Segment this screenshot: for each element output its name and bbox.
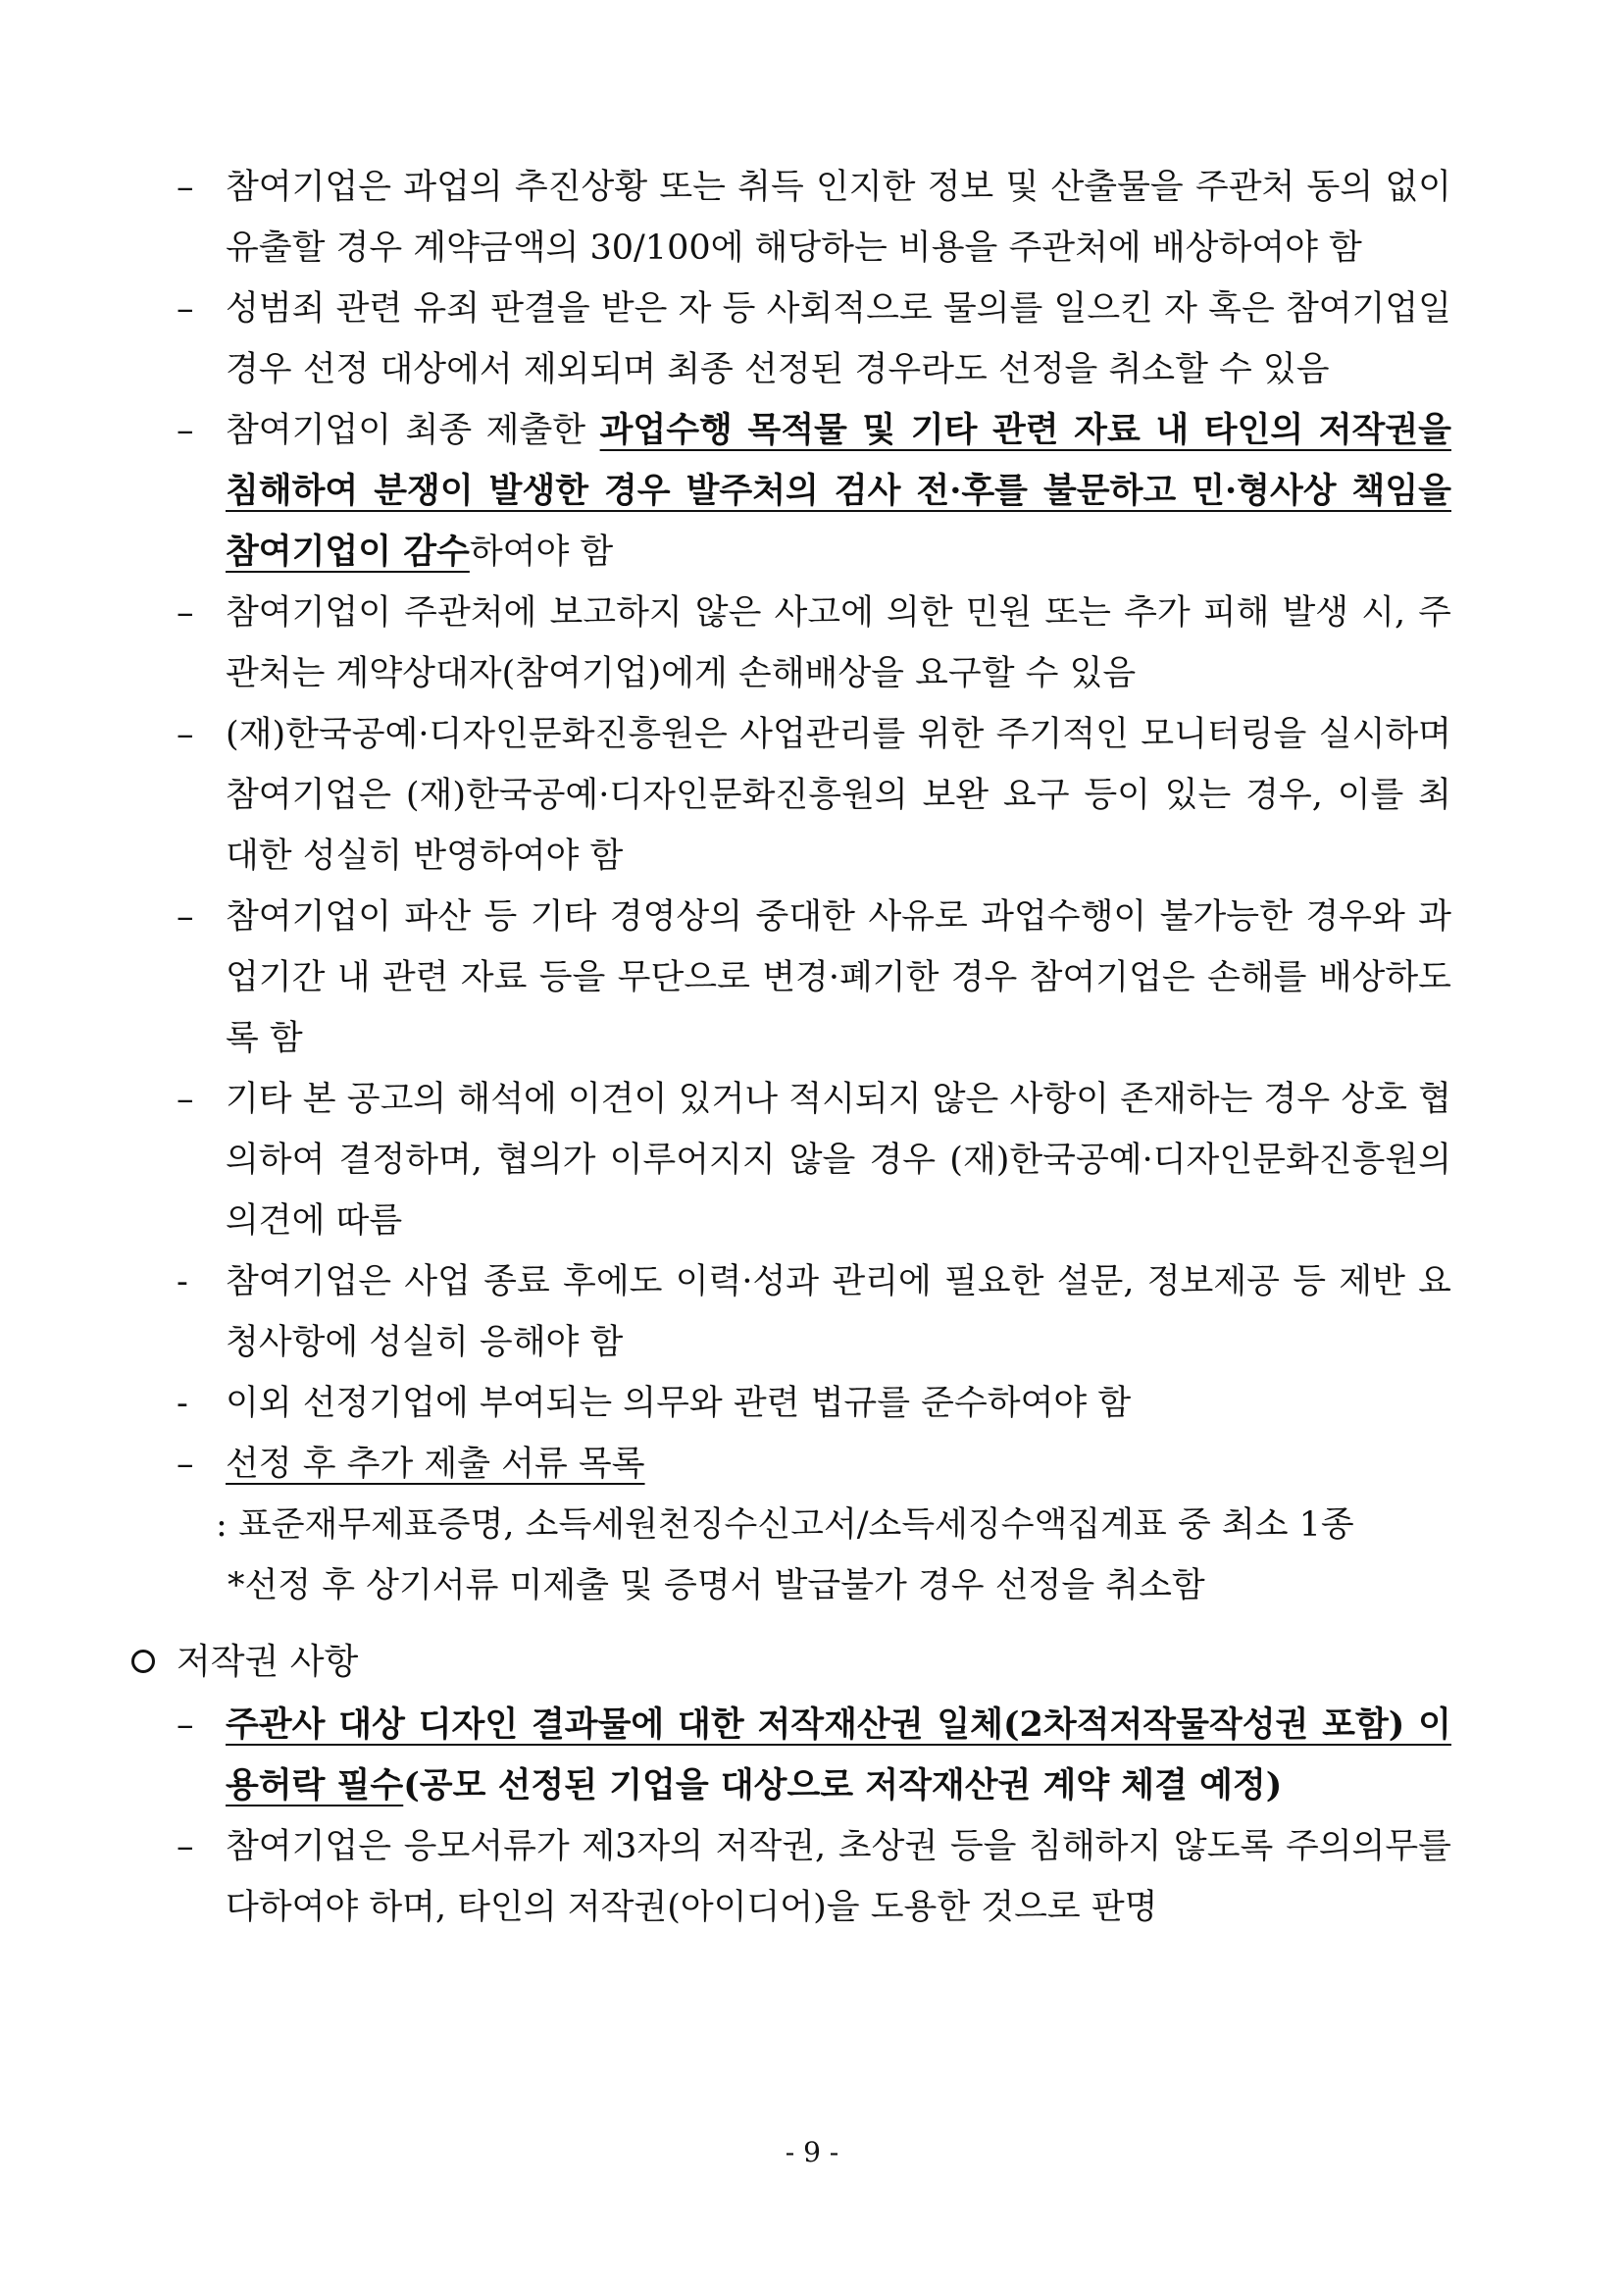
item-text: 참여기업은 과업의 추진상황 또는 취득 인지한 정보 및 산출물을 주관처 동의 없이 유출할 경우 계약금액의 30/100에 해당하는 비용을 주관처에 배상하여야 함 — [226, 168, 1451, 268]
item-text: 참여기업은 응모서류가 제3자의 저작권, 초상권 등을 침해하지 않도록 주의의무를 다하여야 하며, 타인의 저작권(아이디어)을 도용한 것으로 판명 — [226, 1827, 1451, 1927]
list-item — [118, 1373, 1451, 1434]
cancellation-note: *선정 후 상기서류 미제출 및 증명서 발급불가 경우 선정을 취소함 — [228, 1566, 1205, 1605]
item-text: 참여기업이 주관처에 보고하지 않은 사고에 의한 민원 또는 추가 피해 발생 시, 주관처는 계약상대자(참여기업)에게 손해배상을 요구할 수 있음 — [226, 593, 1451, 693]
item-text: 성범죄 관련 유죄 판결을 받은 자 등 사회적으로 물의를 일으킨 자 혹은 참여기업일 경우 선정 대상에서 제외되며 최종 선정된 경우라도 선정을 취소할 수 있음 — [226, 289, 1451, 389]
dash-bullet: – — [177, 411, 194, 450]
dash-bullet: – — [177, 168, 194, 207]
list-item — [118, 1816, 1451, 1938]
item-text: 참여기업은 사업 종료 후에도 이력·성과 관리에 필요한 설문, 정보제공 등 제반 요청사항에 성실히 응해야 함 — [226, 1262, 1451, 1362]
item-text — [226, 1695, 1451, 1816]
list-item — [118, 1251, 1451, 1373]
item-text — [226, 400, 1451, 583]
item-text: (재)한국공예·디자인문화진흥원은 사업관리를 위한 주기적인 모니터링을 실시하며 참여기업은 (재)한국공예·디자인문화진흥원의 보완 요구 등이 있는 경우, 이를 최대한 성실히 반영하여야 함 — [226, 715, 1451, 876]
document-body — [118, 157, 1451, 1938]
dash-bullet: – — [177, 897, 194, 937]
list-item — [118, 704, 1451, 887]
item-text: 기타 본 공고의 해석에 이견이 있거나 적시되지 않은 사항이 존재하는 경우 상호 협의하여 결정하며, 협의가 이루어지지 않을 경우 (재)한국공예·디자인문화진흥원의 의견에 따름 — [226, 1080, 1451, 1241]
list-item — [118, 1069, 1451, 1251]
dash-bullet: – — [177, 1827, 194, 1866]
list-item — [118, 583, 1451, 704]
item-text-post: 하여야 함 — [469, 533, 614, 572]
list-item — [118, 1695, 1451, 1816]
dash-bullet: – — [177, 715, 194, 754]
circle-bullet-icon — [131, 1650, 155, 1673]
dash-bullet: – — [177, 289, 194, 329]
dash-bullet: - — [177, 1262, 188, 1301]
page-number: - 9 - — [785, 2136, 839, 2168]
underlined-text: 선정 후 추가 제출 서류 목록 — [226, 1445, 645, 1484]
dash-bullet: - — [177, 1384, 188, 1423]
item-text: 이외 선정기업에 부여되는 의무와 관련 법규를 준수하여야 함 — [226, 1384, 1132, 1423]
dash-bullet: – — [177, 1445, 194, 1484]
list-item — [118, 887, 1451, 1069]
item-text-pre: 참여기업이 최종 제출한 — [226, 411, 600, 450]
section-title: 저작권 사항 — [177, 1642, 359, 1682]
dash-bullet: – — [177, 593, 194, 633]
list-item — [118, 157, 1451, 279]
emphasized-text: 주관사 대상 디자인 결과물에 대한 저작재산권 일체(2차적저작물작성권 포함) 이용허락 필수 — [226, 1704, 1451, 1806]
section-heading — [118, 1630, 1451, 1695]
dash-bullet: – — [177, 1705, 194, 1745]
emphasized-text: 과업수행 목적물 및 기타 관련 자료 내 타인의 저작권을 침해하여 분쟁이 발생한 경우 발주처의 검사 전·후를 불문하고 민·형사상 책임을 참여기업이 감수 — [226, 410, 1451, 572]
list-item — [118, 1434, 1451, 1495]
document-list-note: : 표준재무제표증명, 소득세원천징수신고서/소득세징수액집계표 중 최소 1종 — [216, 1505, 1354, 1545]
item-text: 참여기업이 파산 등 기타 경영상의 중대한 사유로 과업수행이 불가능한 경우와 과업기간 내 관련 자료 등을 무단으로 변경·폐기한 경우 참여기업은 손해를 배상하도록 함 — [226, 897, 1451, 1058]
item-text-post: (공모 선정된 기업을 대상으로 저작재산권 계약 체결 예정) — [403, 1765, 1283, 1806]
item-text — [226, 1434, 1451, 1495]
dash-bullet: – — [177, 1080, 194, 1119]
list-item — [118, 279, 1451, 400]
list-item — [118, 400, 1451, 583]
